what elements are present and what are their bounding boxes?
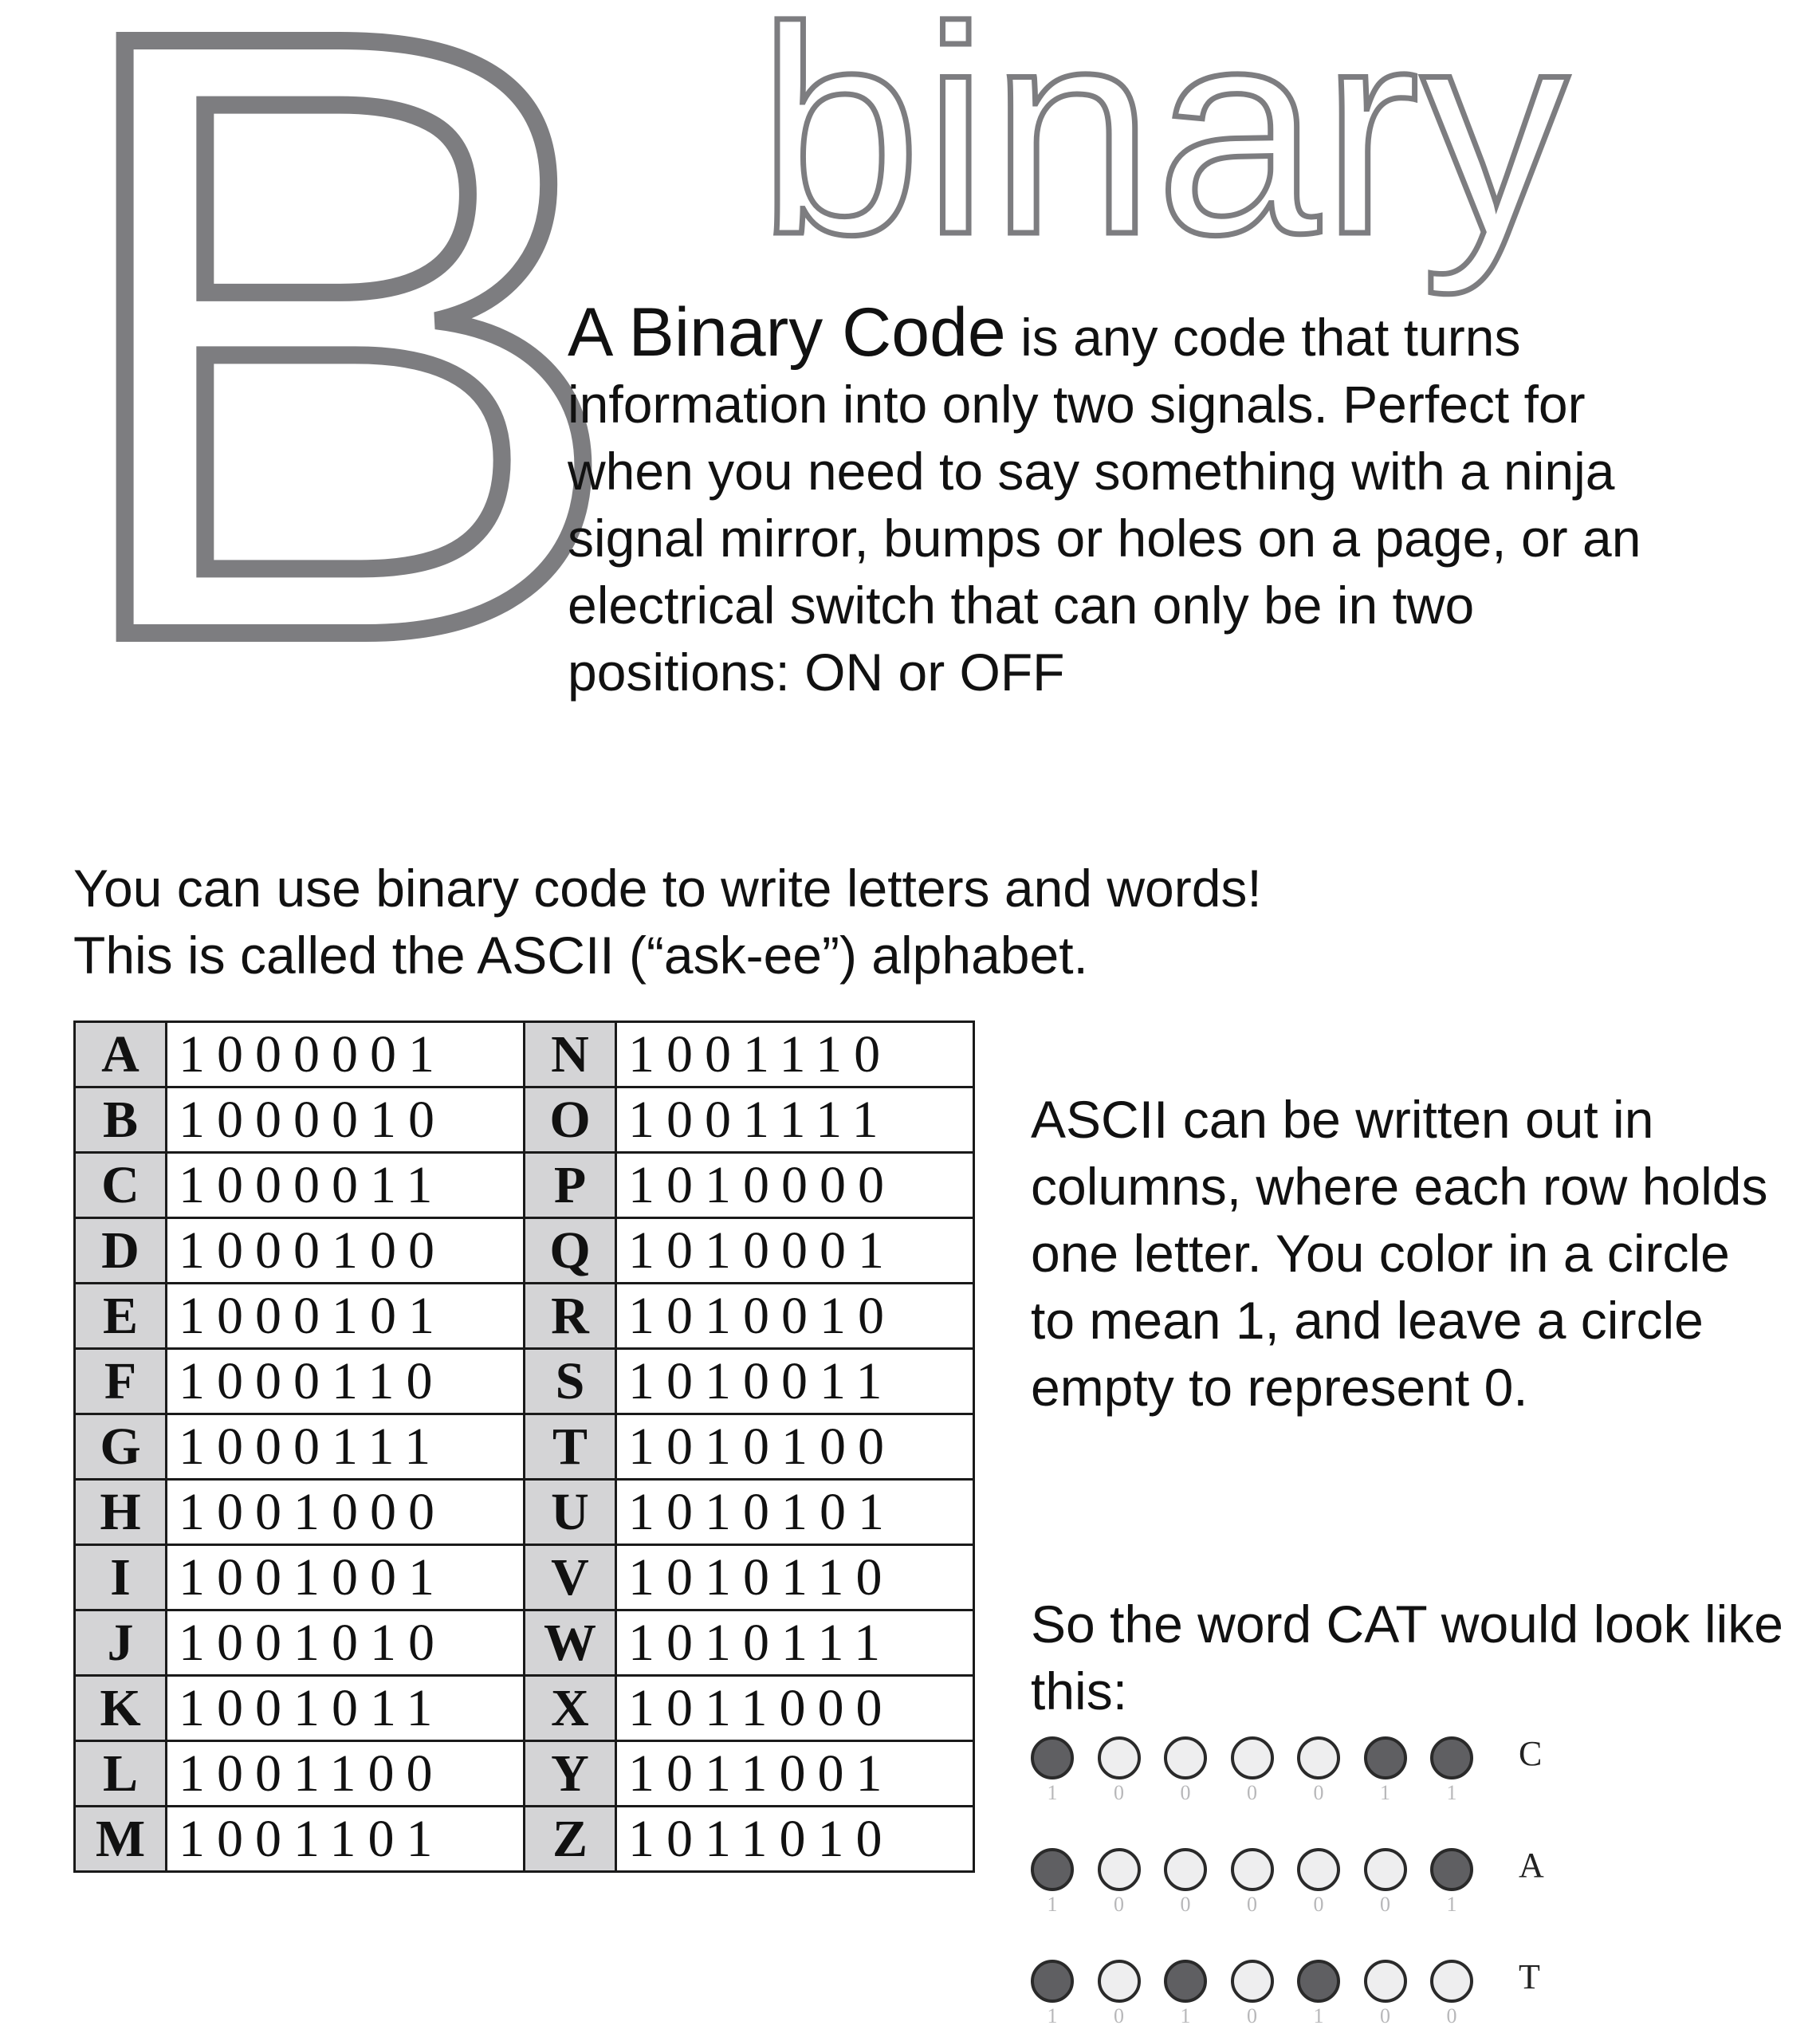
filled-circle: [1297, 1960, 1340, 2003]
table-row: [75, 1610, 974, 1676]
empty-circle: [1231, 1736, 1274, 1779]
letter-cell: P: [525, 1153, 616, 1218]
table-row: [75, 1480, 974, 1545]
letter-cell: B: [75, 1087, 167, 1153]
binary-code-cell: 1001010: [167, 1610, 525, 1676]
binary-code-cell: 1001100: [167, 1741, 525, 1807]
letter-cell: W: [525, 1610, 616, 1676]
empty-circle: [1231, 1960, 1274, 2003]
letter-cell: S: [525, 1349, 616, 1414]
bit-label: 1: [1380, 1781, 1390, 1804]
letter-cell: O: [525, 1087, 616, 1153]
bit-label: 0: [1114, 1781, 1124, 1804]
letter-cell: L: [75, 1741, 167, 1807]
letter-cell: E: [75, 1284, 167, 1349]
binary-code-cell: 1010110: [616, 1545, 974, 1610]
big-letter-b: B: [54, 0, 629, 816]
filled-circle: [1430, 1848, 1473, 1891]
binary-code-cell: 1010001: [616, 1218, 974, 1284]
empty-circle: [1098, 1736, 1141, 1779]
empty-circle: [1098, 1848, 1141, 1891]
table-row: [75, 1284, 974, 1349]
binary-code-cell: 1010111: [616, 1610, 974, 1676]
letter-cell: Q: [525, 1218, 616, 1284]
letter-cell: A: [75, 1022, 167, 1087]
table-row: [75, 1349, 974, 1414]
ascii-alphabet-table: [73, 1020, 975, 1873]
filled-circle: [1031, 1848, 1074, 1891]
table-row: [75, 1022, 974, 1087]
empty-circle: [1231, 1848, 1274, 1891]
bit-label: 0: [1313, 1893, 1324, 1916]
binary-code-cell: 1000010: [167, 1087, 525, 1153]
binary-code-cell: 1000011: [167, 1153, 525, 1218]
bit-label: 0: [1247, 1893, 1257, 1916]
bit-label: 0: [1313, 1781, 1324, 1804]
table-row: [75, 1218, 974, 1284]
ascii-explanation: ASCII can be written out in columns, where each row holds one letter. You color in a circle to mean 1, and leave a circle empty to represent 0.: [1031, 1090, 1768, 1417]
intro-body: is any code that turns information into only two signals. Perfect for when you need to say something with a ninja signal mirror, bumps or holes on a page, or an electrical switch that can only be in two positions: ON or OFF: [568, 308, 1641, 702]
letter-cell: J: [75, 1610, 167, 1676]
table-row: [75, 1153, 974, 1218]
binary-code-cell: 1010101: [616, 1480, 974, 1545]
binary-code-cell: 1001011: [167, 1676, 525, 1741]
bit-label: 1: [1446, 1893, 1457, 1916]
letter-cell: Z: [525, 1807, 616, 1872]
bit-label: 0: [1247, 1781, 1257, 1804]
binary-code-cell: 1001111: [616, 1087, 974, 1153]
binary-code-cell: 1011010: [616, 1807, 974, 1872]
letter-cell: Y: [525, 1741, 616, 1807]
binary-code-cell: 1000001: [167, 1022, 525, 1087]
table-row: [75, 1741, 974, 1807]
bit-label: 0: [1114, 1893, 1124, 1916]
binary-code-cell: 1010100: [616, 1414, 974, 1480]
ascii-alphabet-body: [75, 1022, 974, 1872]
empty-circle: [1164, 1848, 1207, 1891]
filled-circle: [1031, 1736, 1074, 1779]
letter-cell: F: [75, 1349, 167, 1414]
binary-code-cell: 1000111: [167, 1414, 525, 1480]
letter-cell: K: [75, 1676, 167, 1741]
ascii-intro-line-1: You can use binary code to write letters and words!: [73, 859, 1262, 918]
cat-row-letter: C: [1519, 1734, 1543, 1773]
letter-cell: C: [75, 1153, 167, 1218]
bit-label: 1: [1047, 1893, 1058, 1916]
empty-circle: [1297, 1848, 1340, 1891]
filled-circle: [1430, 1736, 1473, 1779]
intro-lead: A Binary Code: [568, 294, 1006, 371]
binary-code-cell: 1011001: [616, 1741, 974, 1807]
binary-code-cell: 1010000: [616, 1153, 974, 1218]
filled-circle: [1364, 1736, 1407, 1779]
letter-cell: D: [75, 1218, 167, 1284]
cat-row-letter: A: [1519, 1846, 1544, 1885]
binary-code-cell: 1000110: [167, 1349, 525, 1414]
binary-code-cell: 1010011: [616, 1349, 974, 1414]
binary-code-cell: 1001101: [167, 1807, 525, 1872]
letter-cell: I: [75, 1545, 167, 1610]
bit-label: 1: [1047, 1781, 1058, 1804]
empty-circle: [1297, 1736, 1340, 1779]
table-row: [75, 1676, 974, 1741]
letter-cell: V: [525, 1545, 616, 1610]
bit-label: 0: [1446, 2004, 1457, 2027]
letter-cell: R: [525, 1284, 616, 1349]
binary-code-cell: 1001000: [167, 1480, 525, 1545]
bit-label: 1: [1180, 2004, 1191, 2027]
cat-intro: So the word CAT would look like this:: [1031, 1595, 1784, 1720]
letter-cell: T: [525, 1414, 616, 1480]
binary-code-cell: 1001110: [616, 1022, 974, 1087]
binary-code-cell: 1000101: [167, 1284, 525, 1349]
bit-label: 1: [1047, 2004, 1058, 2027]
bit-label: 0: [1380, 2004, 1390, 2027]
filled-circle: [1164, 1960, 1207, 2003]
letter-cell: U: [525, 1480, 616, 1545]
table-row: [75, 1807, 974, 1872]
bit-label: 0: [1114, 2004, 1124, 2027]
filled-circle: [1031, 1960, 1074, 2003]
bit-label: 1: [1446, 1781, 1457, 1804]
bit-label: 0: [1180, 1893, 1191, 1916]
table-row: [75, 1414, 974, 1480]
bit-label: 0: [1180, 1781, 1191, 1804]
bit-label: 1: [1313, 2004, 1324, 2027]
table-row: [75, 1545, 974, 1610]
ascii-intro-line-2: This is called the ASCII (“ask-ee”) alphabet.: [73, 926, 1088, 985]
empty-circle: [1098, 1960, 1141, 2003]
empty-circle: [1364, 1848, 1407, 1891]
empty-circle: [1430, 1960, 1473, 2003]
page-title: binary: [757, 0, 1570, 296]
cat-row-letter: T: [1519, 1957, 1540, 1996]
empty-circle: [1364, 1960, 1407, 2003]
letter-cell: M: [75, 1807, 167, 1872]
binary-code-cell: 1010010: [616, 1284, 974, 1349]
intro-paragraph: [568, 294, 1700, 706]
binary-code-cell: 1001001: [167, 1545, 525, 1610]
letter-cell: G: [75, 1414, 167, 1480]
letter-cell: N: [525, 1022, 616, 1087]
binary-code-cell: 1000100: [167, 1218, 525, 1284]
ascii-intro: [73, 855, 1429, 989]
table-row: [75, 1087, 974, 1153]
bit-label: 0: [1247, 2004, 1257, 2027]
letter-cell: H: [75, 1480, 167, 1545]
bit-label: 0: [1380, 1893, 1390, 1916]
letter-cell: X: [525, 1676, 616, 1741]
binary-code-cell: 1011000: [616, 1676, 974, 1741]
empty-circle: [1164, 1736, 1207, 1779]
